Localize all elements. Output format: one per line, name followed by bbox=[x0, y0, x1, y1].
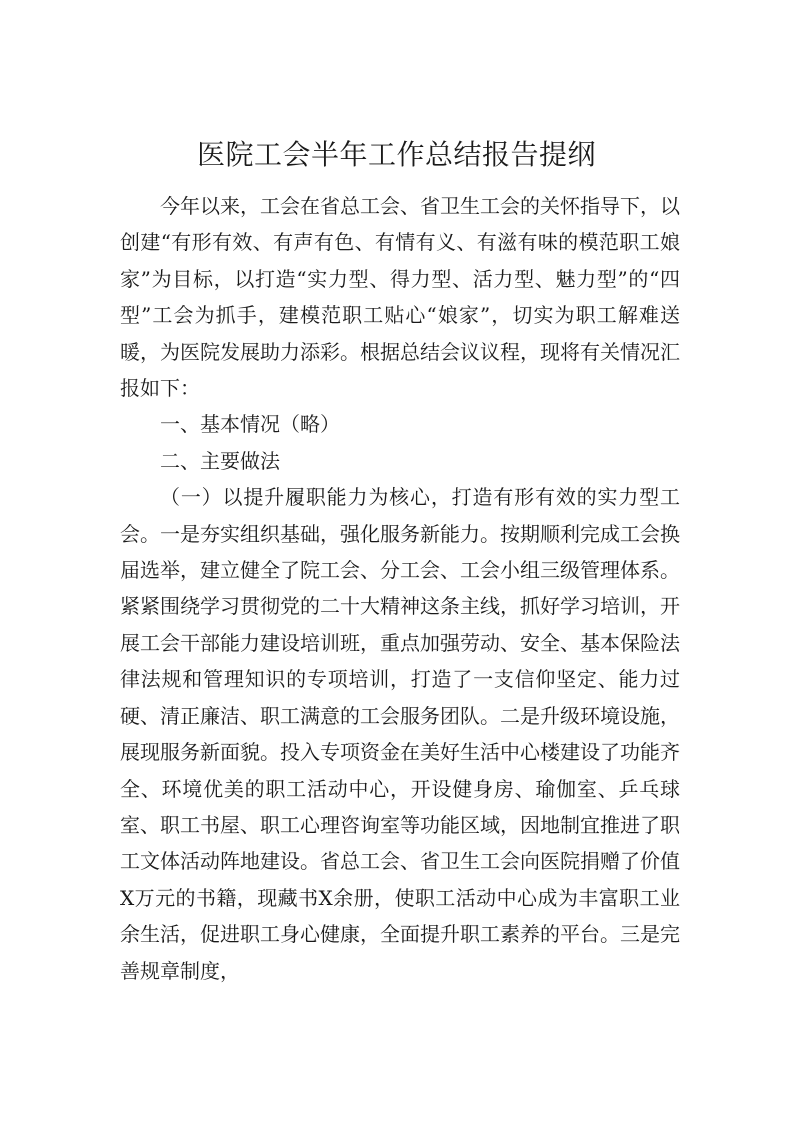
section-heading-basic: 一、基本情况（略） bbox=[160, 412, 340, 437]
intro-paragraph: 今年以来，工会在省总工会、省卫生工会的关怀指导下，以创建“有形有效、有声有色、有情有义、有滋有味的模范职工娘家”为目标，以打造“实力型、得力型、活力型、魅力型”的“四型”工会为抓手，建模范职工贴心“娘家”，切实为职工解难送暖，为医院发展助力添彩。根据总结会议议程，现将有关情况汇报如下： bbox=[120, 194, 680, 401]
section-heading-methods: 二、主要做法 bbox=[160, 448, 280, 473]
document-body bbox=[120, 188, 680, 989]
document-title: 医院工会半年工作总结报告提纲 bbox=[196, 138, 596, 171]
body-paragraph-1: （一）以提升履职能力为核心，打造有形有效的实力型工会。一是夯实组织基础，强化服务新能力。按期顺利完成工会换届选举，建立健全了院工会、分工会、工会小组三级管理体系。紧紧围绕学习贯彻党的二十大精神这条主线，抓好学习培训，开展工会干部能力建设培训班，重点加强劳动、安全、基本保险法律法规和管理知识的专项培训，打造了一支信仰坚定、能力过硬、清正廉洁、职工满意的工会服务团队。二是升级环境设施，展现服务新面貌。投入专项资金在美好生活中心楼建设了功能齐全、环境优美的职工活动中心，开设健身房、瑜伽室、乒乓球室、职工书屋、职工心理咨询室等功能区域，因地制宜推进了职工文体活动阵地建设。省总工会、省卫生工会向医院捐赠了价值X万元的书籍，现藏书X余册，使职工活动中心成为丰富职工业余生活，促进职工身心健康，全面提升职工素养的平台。三是完善规章制度， bbox=[120, 485, 680, 983]
